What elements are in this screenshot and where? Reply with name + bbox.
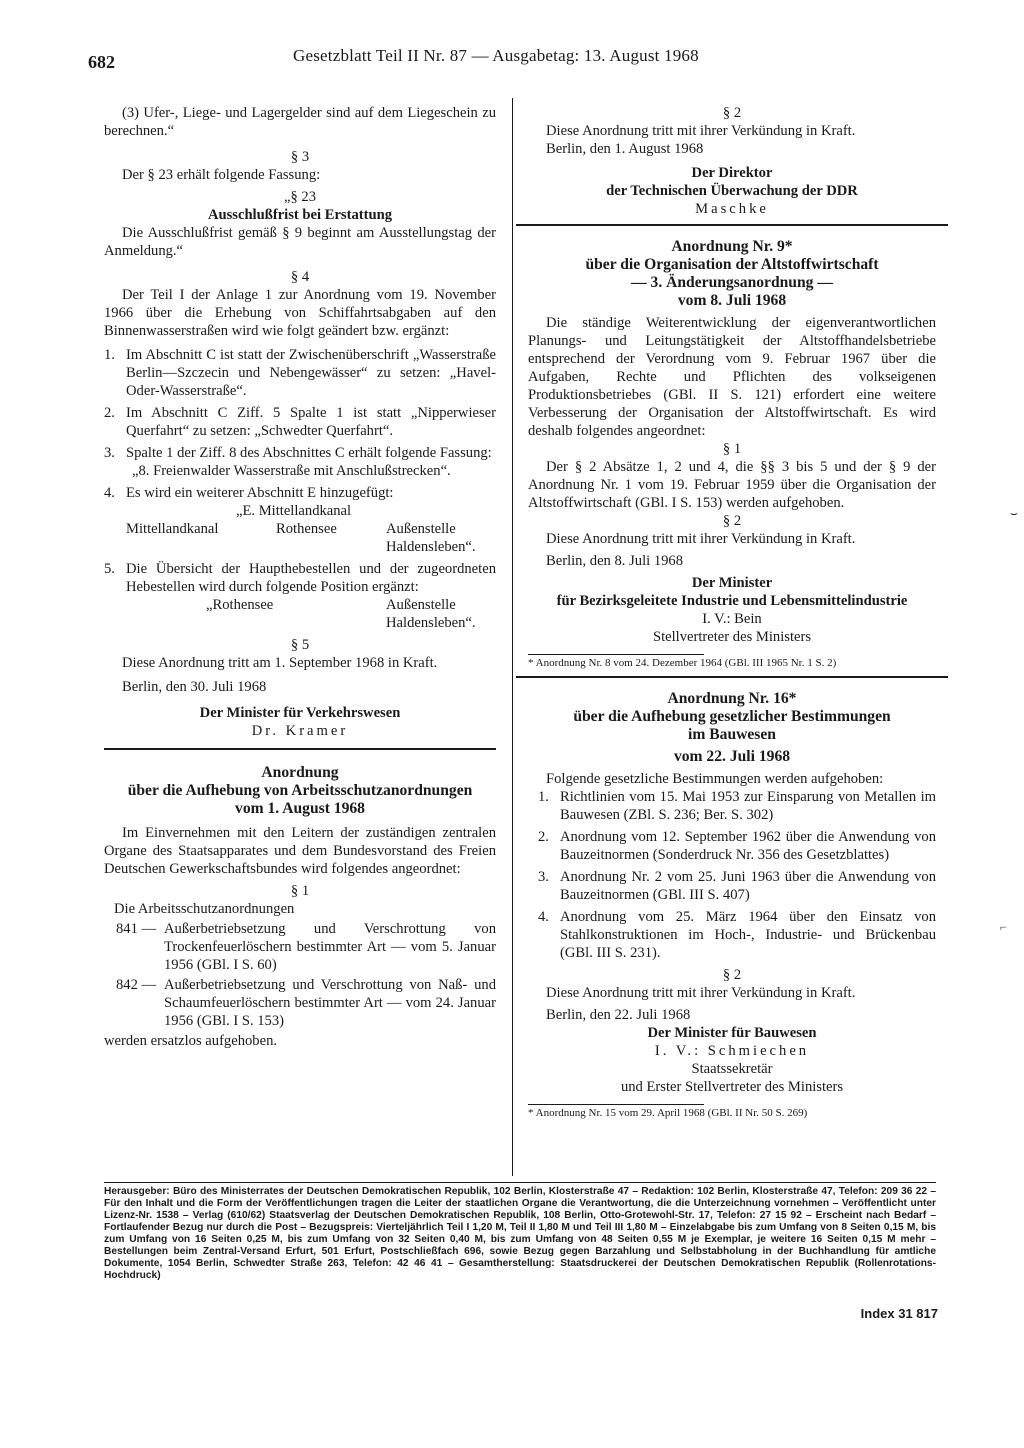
section-4-text: Der Teil I der Anlage 1 zur Anordnung vom 19. November 1966 über die Erhebung von Schiffahrtsabgaben auf den Binnenwasserstraßen wird wie folgt geändert bzw. ergänzt: — [104, 287, 496, 339]
column-divider — [512, 98, 513, 1176]
margin-mark-icon: ⌐ — [1000, 920, 1007, 934]
footnote-rule — [528, 1104, 704, 1105]
a9-place-date: Berlin, den 8. Juli 1968 — [546, 553, 684, 569]
signer-title-2: der Technischen Überwachung der DDR — [606, 183, 858, 199]
a16-signer-4: und Erster Stellvertreter des Ministers — [620, 1079, 844, 1095]
place-date: Berlin, den 1. August 1968 — [546, 141, 704, 157]
ordinance-section-1-text: Die Arbeitsschutzanordnungen — [114, 901, 295, 917]
a9-signer-2: für Bezirksgeleitete Industrie und Lebensmittelindustrie — [556, 593, 908, 609]
paragraph-3: (3) Ufer-, Liege- und Lagergelder sind auf dem Liegeschein zu berechnen.“ — [104, 105, 496, 139]
a9-section-2: § 2 — [722, 513, 742, 529]
a9-footnote: * Anordnung Nr. 8 vom 24. Dezember 1964 (GBl. III 1965 Nr. 1 S. 2) — [528, 657, 837, 669]
a16-footnote: * Anordnung Nr. 15 vom 29. April 1968 (GBl. II Nr. 50 S. 269) — [528, 1107, 808, 1119]
a9-signer: Der Minister — [691, 575, 773, 591]
page-number: 682 — [88, 52, 115, 72]
a9-subtitle: über die Organisation der Altstoffwirtschaft — [585, 256, 879, 273]
ordinance-end: werden ersatzlos aufgehoben. — [104, 1033, 278, 1049]
a9-signer-3: I. V.: Bein — [702, 611, 762, 627]
signer-title: Der Direktor — [691, 165, 773, 181]
a16-signer-3: Staatssekretär — [691, 1061, 773, 1077]
a16-signer: Der Minister für Bauwesen — [647, 1025, 817, 1041]
imprint: Herausgeber: Büro des Ministerrates der Deutschen Demokratischen Republik, 102 Berlin, Klosterstraße 47 – Redaktion: 102 Berlin, Klosterstraße 47, Telefon: 209 36 22 – Für den Inhalt und die Form der Veröffentlichungen tragen die Leiter der staatlichen Organe die Verantwortung, die die Unterzeichnung vornehmen – Veröffentlicht unter Lizenz-Nr. 1538 – Verlag (610/62) Staatsverlag der Deutschen Demokratischen Republik, 108 Berlin, Otto-Grotewohl-Str. 17, Telefon: 27 15 92 – Erscheint nach Bedarf – Fortlaufender Bezug nur durch die Post – Bezugspreis: Vierteljährlich Teil I 1,20 M, Teil II 1,80 M und Teil III 1,80 M – Einzelabgabe bis zum Umfang von 8 Seiten 0,15 M, bis zum Umfang von 16 Seiten 0,25 M, bis zum Umfang von 32 Seiten 0,40 M, bis zum Umfang von 48 Seiten 0,55 M je Exemplar, je weitere 16 Seiten 0,15 M mehr – Bestellungen beim Zentral-Versand Erfurt, 501 Erfurt, Postschließfach 696, sowie Bezug gegen Barzahlung und Selbstabholung in der Buchhandlung für amtliche Dokumente, 1054 Berlin, Schwedter Straße 263, Telefon: 42 46 41 – Gesamtherstellung: Staatsdruckerei der Deutschen Demokratischen Republik (Rollenrotations-Hochdruck) — [104, 1186, 936, 1281]
a16-subtitle-2: im Bauwesen — [688, 726, 776, 743]
a16-intro: Folgende gesetzliche Bestimmungen werden aufgehoben: — [546, 771, 884, 787]
section-23-heading: „§ 23 — [283, 189, 317, 205]
ordinance-subtitle: über die Aufhebung von Arbeitsschutzanordnungen — [127, 782, 473, 799]
ordinance-title: Anordnung — [261, 764, 339, 781]
list-item: 842 — Außerbetriebsetzung und Verschrottung von Naß- und Schaumfeuerlöschern bestimmter Art — vom 24. Januar 1956 (GBl. I S. 153) — [116, 977, 496, 1029]
divider — [104, 748, 496, 750]
divider — [516, 676, 948, 678]
list-item: 2. Anordnung vom 12. September 1962 über die Anwendung von Bauzeitnormen (Sonderdruck Nr. 356 des Gesetzblattes) — [538, 829, 936, 863]
bottom-rule — [104, 1182, 936, 1183]
ordinance-intro: Im Einvernehmen mit den Leitern der zuständigen zentralen Organe des Staatsapparates und dem Bundesvorstand des Freien Deutschen Gewerkschaftsbundes wird folgendes angeordnet: — [104, 825, 496, 877]
section-5-heading: § 5 — [290, 637, 310, 653]
a16-date: vom 22. Juli 1968 — [673, 748, 791, 765]
signer-name: Maschke — [695, 201, 769, 217]
list-item: 2. Im Abschnitt C Ziff. 5 Spalte 1 ist statt „Nipperwieser Querfahrt“ zu setzen: „Schwedter Querfahrt“. — [104, 405, 496, 439]
a9-signer-4: Stellvertreter des Ministers — [652, 629, 812, 645]
place-date: Berlin, den 30. Juli 1968 — [122, 679, 267, 695]
a16-section-2: § 2 — [722, 967, 742, 983]
section-2-text: Diese Anordnung tritt mit ihrer Verkündung in Kraft. — [546, 123, 856, 139]
a9-date: vom 8. Juli 1968 — [677, 292, 787, 309]
signer-name: Dr. Kramer — [251, 723, 349, 739]
list-item: 4. Es wird ein weiterer Abschnitt E hinzugefügt: „E. Mittellandkanal Mittellandkanal Rothensee Außenstelle Haldensleben“. — [104, 485, 476, 555]
section-5-text: Diese Anordnung tritt am 1. September 1968 in Kraft. — [122, 655, 438, 671]
list-item: 3. Anordnung Nr. 2 vom 25. Juni 1963 über die Anwendung von Bauzeitnormen (GBl. III S. 407) — [538, 869, 936, 903]
a9-intro: Die ständige Weiterentwicklung der eigenverantwortlichen Planungs- und Leitungstätigkeit der Altstoffhandelsbetriebe entsprechend der Verordnung vom 9. Februar 1967 über die Aufgaben, Rechte und Pflichten des volkseigenen Produktionsbetriebes (GBl. II S. 121) erfordert eine weitere Verbesserung der Organisation der Altstoffwirtschaft. Es wird deshalb folgendes angeordnet: — [528, 315, 936, 439]
list-item: 841 — Außerbetriebsetzung und Verschrottung von Trockenfeuerlöschern bestimmter Art — vom 5. Januar 1956 (GBl. I S. 60) — [116, 921, 496, 973]
a16-place-date: Berlin, den 22. Juli 1968 — [546, 1007, 691, 1023]
a16-signer-2: I. V.: Schmiechen — [654, 1043, 810, 1059]
running-title: Gesetzblatt Teil II Nr. 87 — Ausgabetag: 13. August 1968 — [293, 46, 699, 65]
a9-title: Anordnung Nr. 9* — [671, 238, 793, 255]
section-3-heading: § 3 — [290, 149, 310, 165]
divider — [516, 224, 948, 226]
section-23-text: Die Ausschlußfrist gemäß § 9 beginnt am Ausstellungstag der Anmeldung.“ — [104, 225, 496, 259]
list-item: 4. Anordnung vom 25. März 1964 über den Einsatz von Stahlkonstruktionen im Hoch-, Industrie- und Brückenbau (GBl. III S. 231). — [538, 909, 936, 961]
margin-mark-icon: ⌣ — [1010, 506, 1018, 520]
section-23-title: Ausschlußfrist bei Erstattung — [207, 207, 393, 223]
a9-section-2-text: Diese Anordnung tritt mit ihrer Verkündung in Kraft. — [546, 531, 856, 547]
a16-subtitle: über die Aufhebung gesetzlicher Bestimmungen — [573, 708, 891, 725]
list-item: 3. Spalte 1 der Ziff. 8 des Abschnittes C erhält folgende Fassung: „8. Freienwalder Wasserstraße mit Anschlußstrecken“. — [104, 445, 492, 479]
ordinance-section-1: § 1 — [290, 883, 310, 899]
section-3-text: Der § 23 erhält folgende Fassung: — [122, 167, 321, 183]
ordinance-list — [104, 920, 496, 1030]
footnote-rule — [528, 654, 704, 655]
section-4-heading: § 4 — [290, 269, 310, 285]
list-item: 1. Im Abschnitt C ist statt der Zwischenüberschrift „Wasserstraße Berlin—Szczecin und Nebengewässer“ zu setzen: „Havel-Oder-Wasserstraße“. — [104, 347, 496, 399]
list-item: 1. Richtlinien vom 15. Mai 1953 zur Einsparung von Metallen im Bauwesen (ZBl. S. 236; Ber. S. 302) — [538, 789, 936, 823]
signer-title: Der Minister für Verkehrswesen — [199, 705, 401, 721]
amendment-list — [104, 346, 496, 632]
ordinance-date: vom 1. August 1968 — [235, 800, 365, 817]
left-column — [104, 104, 496, 1050]
a16-list — [528, 788, 936, 962]
section-2-heading: § 2 — [722, 105, 742, 121]
a9-section-1: § 1 — [722, 441, 742, 457]
right-column — [528, 104, 936, 1120]
list-item: 5. Die Übersicht der Haupthebestellen und der zugeordneten Hebestellen wird durch folgende Position ergänzt: „Rothensee Außenstelle Haldensleben“. — [104, 561, 496, 631]
a9-section-1-text: Der § 2 Absätze 1, 2 und 4, die §§ 3 bis 5 und der § 9 der Anordnung Nr. 1 vom 19. Februar 1959 über die Organisation der Altstoffwirtschaft (GBl. I S. 153) werden aufgehoben. — [528, 459, 936, 511]
index-number: Index 31 817 — [860, 1306, 938, 1321]
a16-title: Anordnung Nr. 16* — [667, 690, 797, 707]
a16-section-2-text: Diese Anordnung tritt mit ihrer Verkündung in Kraft. — [546, 985, 856, 1001]
a9-subtitle-2: — 3. Änderungsanordnung — — [631, 274, 833, 291]
